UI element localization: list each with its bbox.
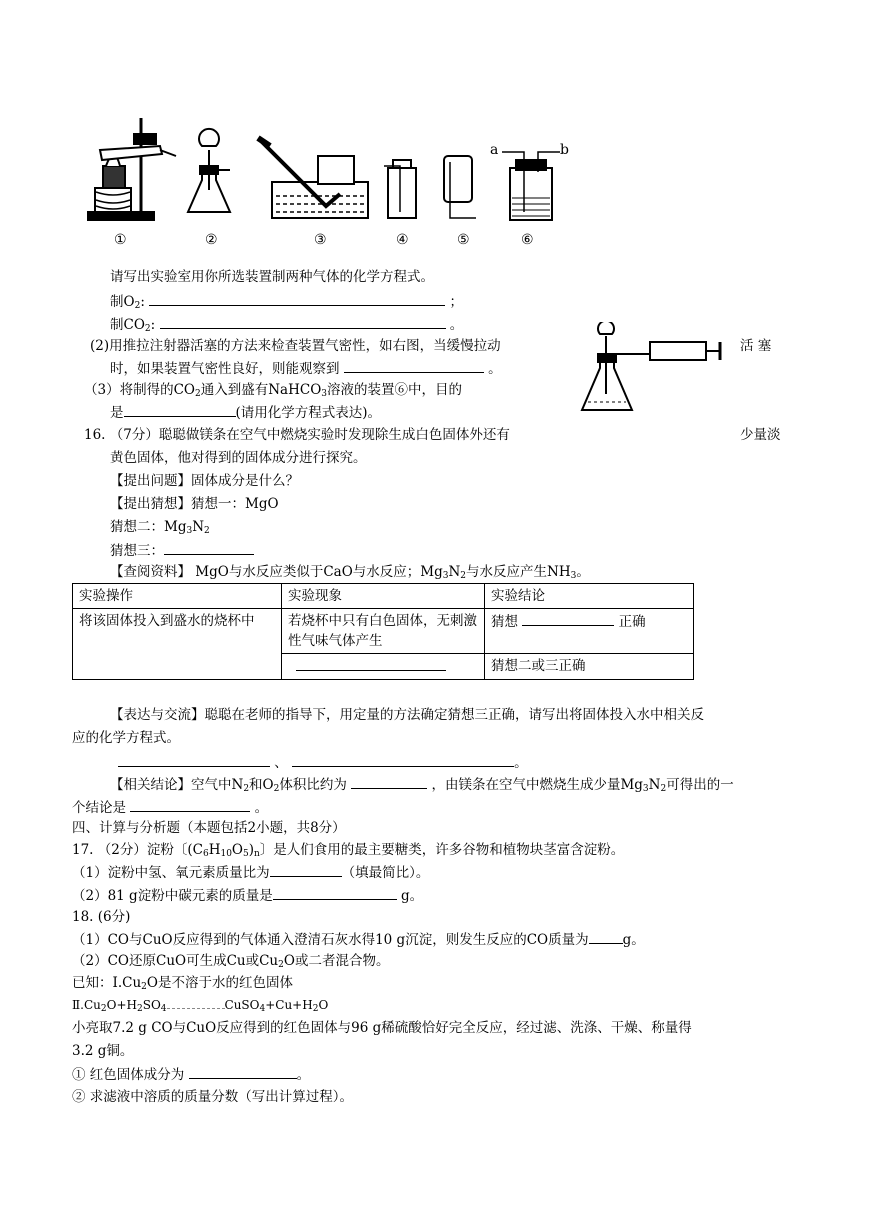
syringe-airtightness-figure bbox=[570, 322, 730, 412]
figure-label-6: ⑥ bbox=[521, 232, 534, 248]
apparatus-1-heating-tube bbox=[88, 118, 176, 220]
table-cell-phenomenon bbox=[282, 654, 485, 680]
carbon-mass-blank[interactable] bbox=[273, 885, 397, 900]
q18-part1: （1）CO与CuO反应得到的气体通入澄清石灰水得10 g沉淀，则发生反应的CO质量为 g。 bbox=[72, 929, 645, 950]
q16-equation-blanks: 、 。 bbox=[118, 752, 528, 773]
q18-sub1: ① 红色固体成分为 。 bbox=[72, 1064, 310, 1085]
red-solid-blank[interactable] bbox=[189, 1064, 297, 1079]
q18-story-line1: 小亮取7.2 g CO与CuO反应得到的红色固体与96 g稀硫酸恰好完全反应，经过滤、洗涤、干燥、称量得 bbox=[72, 1020, 692, 1036]
table-header: 实验操作 bbox=[73, 584, 282, 609]
q16-guess2: 猜想二：$Mg_3N_2$ bbox=[110, 519, 210, 536]
q18-story-line2: 3.2 g铜。 bbox=[72, 1043, 134, 1059]
q15-p2-line1: (2)用推拉注射器活塞的方法来检查装置气密性，如右图，当缓慢拉动 bbox=[90, 338, 501, 354]
co-mass-blank[interactable] bbox=[589, 929, 623, 944]
q17-part1: （1）淀粉中氢、氧元素质量比为 （填最简比）。 bbox=[72, 862, 429, 883]
tube-label-b: b bbox=[560, 142, 569, 158]
q17-line1: 17. （2分）淀粉〔$(C_6H_{10}O_5)_n$〕是人们食用的最主要糖类，许多谷物和植物块茎富含淀粉。 bbox=[72, 842, 625, 859]
h-o-ratio-blank[interactable] bbox=[270, 862, 342, 877]
table-row bbox=[73, 609, 694, 654]
conclusion-guess-blank[interactable] bbox=[522, 611, 614, 626]
table-header: 实验现象 bbox=[282, 584, 485, 609]
q16-line1-right: 少量淡 bbox=[740, 427, 781, 443]
q16-line2: 黄色固体，他对得到的固体成分进行探究。 bbox=[110, 450, 367, 466]
q18-known1: 已知：$Ⅰ.Cu_2O$是不溶于水的红色固体 bbox=[72, 975, 293, 992]
q15-co2-line: 制$CO_2$: 。 bbox=[110, 314, 463, 335]
q16-conclusion-line2: 个结论是 。 bbox=[72, 797, 268, 818]
equation-blank-2[interactable] bbox=[292, 752, 514, 767]
tube-label-a: a bbox=[490, 142, 499, 158]
q16-line1: 16. （7分）聪聪做镁条在空气中燃烧实验时发现除生成白色固体外还有 bbox=[84, 427, 510, 443]
o2-equation-blank[interactable] bbox=[149, 291, 445, 306]
figure-label-4: ④ bbox=[396, 232, 409, 248]
apparatus-3-water-trough bbox=[258, 138, 368, 218]
apparatus-2-flask-funnel bbox=[188, 129, 230, 212]
q16-guess1: 【提出猜想】猜想一：MgO bbox=[110, 496, 279, 512]
q18-line1: 18. (6分) bbox=[72, 909, 131, 925]
q15-instruction: 请写出实验室用你所选装置制两种气体的化学方程式。 bbox=[110, 269, 434, 285]
figure-label-1: ① bbox=[114, 232, 127, 248]
q18-sub2: ② 求滤液中溶质的质量分数（写出计算过程）。 bbox=[72, 1089, 354, 1105]
q16-guess3: 猜想三： bbox=[110, 540, 254, 561]
equals-sign bbox=[167, 998, 225, 1009]
volume-ratio-blank[interactable] bbox=[351, 774, 427, 789]
figure-label-2: ② bbox=[205, 232, 218, 248]
guess3-blank[interactable] bbox=[164, 540, 254, 555]
nahco3-purpose-blank[interactable] bbox=[124, 402, 236, 417]
table-cell-phenomenon: 若烧杯中只有白色固体，无刺激性气味气体产生 bbox=[282, 609, 485, 654]
q16-question: 【提出问题】固体成分是什么？ bbox=[110, 473, 299, 489]
figure-label-3: ③ bbox=[314, 232, 327, 248]
table-cell-conclusion: 猜想二或三正确 bbox=[485, 654, 694, 680]
table-header: 实验结论 bbox=[485, 584, 694, 609]
conclusion-blank[interactable] bbox=[130, 797, 250, 812]
phenomenon-blank[interactable] bbox=[296, 656, 446, 671]
q16-conclusion-line1: 【相关结论】空气中$N_2$和$O_2$体积比约为 ，由镁条在空气中燃烧生成少量$Mg_3N_2$可得出的一 bbox=[110, 774, 734, 795]
q18-part2: （2）CO还原CuO可生成Cu或$Cu_2O$或二者混合物。 bbox=[72, 953, 390, 970]
q18-equation: $Ⅱ.Cu_2O+H_2SO_4$ $CuSO_4+Cu+H_2O$ bbox=[72, 998, 329, 1014]
q15-o2-line: 制$O_2$: ； bbox=[110, 291, 463, 312]
equation-blank-1[interactable] bbox=[118, 752, 270, 767]
experiment-table bbox=[72, 583, 694, 680]
table-cell-conclusion: 猜想 正确 bbox=[485, 609, 694, 654]
q15-p3-line1: （3）将制得的$CO_2$通入到盛有NaHCO$_3$溶液的装置⑥中，目的 bbox=[84, 382, 462, 399]
table-cell-operation: 将该固体投入到盛水的烧杯中 bbox=[73, 609, 282, 680]
q17-part2: （2）81 g淀粉中碳元素的质量是 g。 bbox=[72, 885, 423, 906]
section-4-title: 四、计算与分析题（本题包括2小题，共8分） bbox=[72, 820, 346, 836]
q16-express-line1: 【表达与交流】聪聪在老师的指导下，用定量的方法确定猜想三正确，请写出将固体投入水中相关反 bbox=[110, 707, 704, 723]
table-header-row bbox=[73, 584, 694, 609]
figure-label-5: ⑤ bbox=[457, 232, 470, 248]
apparatus-6-washing-bottle bbox=[502, 152, 560, 220]
q16-reference: 【查阅资料】 MgO与水反应类似于CaO与水反应；$Mg_3N_2$与水反应产生$NH_3$。 bbox=[110, 564, 590, 581]
apparatus-figure bbox=[0, 0, 600, 240]
apparatus-4-gas-bottle bbox=[384, 160, 416, 218]
airtight-observation-blank[interactable] bbox=[344, 358, 484, 373]
apparatus-5-inverted-bottle bbox=[444, 156, 476, 218]
q15-p3-line2: 是 (请用化学方程式表达)。 bbox=[110, 402, 381, 423]
q16-express-line2: 应的化学方程式。 bbox=[72, 730, 180, 746]
q15-p2-line2: 时，如果装置气密性良好，则能观察到 。 bbox=[110, 358, 502, 379]
co2-equation-blank[interactable] bbox=[160, 314, 446, 329]
q15-p2-line1-right: 活 塞 bbox=[740, 338, 772, 354]
